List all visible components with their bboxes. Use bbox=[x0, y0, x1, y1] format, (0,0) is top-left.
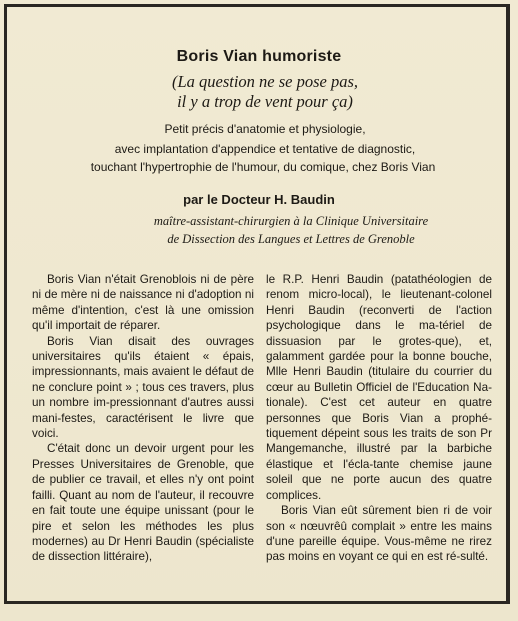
author-affiliation-line-1: maître-assistant-chirurgien à la Clinique Universitaire bbox=[153, 214, 429, 228]
body-paragraph: le R.P. Henri Baudin (patathéologien de renom micro-local), le lieutenant-colonel Henri Baudin (reconverti de l'action psychologique dans le ma-tériel de dissuasion par le grotes-que), et, galamment gardée pour la bonne bouche, Mlle Henri Baudin (titulaire du courrier du cœur au Bulletin Officiel de l'Education Na-tionale). C'est cet auteur en quatre personnes que Boris Vian a prophé-tiquement dépeint sous les traits de son Pr Mangemanche, illustré par la barbiche élastique et l'écla-tante chemise jaune soleil que ne porte aucun des quatre complices. bbox=[266, 273, 492, 502]
body-paragraph: C'était donc un devoir urgent pour les Presses Universitaires de Grenoble, que de publier ce travail, et elles n'y ont point failli. Quant au nom de l'auteur, il recouvre en fait toute une équipe unissant (pour le pire et selon les méthodes les plus modernes) au Dr Henri Baudin (spécialiste de dissection littéraire), bbox=[32, 442, 254, 564]
article-subtitle-line-2: il y a trop de vent pour ça) bbox=[177, 92, 353, 111]
body-paragraph: Boris Vian n'était Grenoblois ni de père ni de mère ni de naissance ni d'adoption ni même d'intention, c'est là une omission qu'il importait de réparer. bbox=[32, 273, 254, 333]
body-column-right bbox=[266, 272, 492, 565]
author-name: par le Docteur H. Baudin bbox=[183, 192, 335, 207]
precis-line-2: avec implantation d'appendice et tentative de diagnostic, bbox=[114, 142, 416, 156]
body-paragraph: Boris Vian eût sûrement bien ri de voir son « nœuvrêû complait » entre les mains d'une pareille équipe. Vous-même ne rirez pas moins en voyant ce qui en est ré-sulté. bbox=[266, 504, 492, 564]
body-paragraph: Boris Vian disait des ouvrages universitaires qu'ils étaient « épais, impressionnants, mais avaient le défaut de ne conclure point » ; tous ces travers, plus un nombre im-pressionnant d'autres aussi mani-festes, caractérisent le livre que voici. bbox=[32, 334, 254, 441]
article-title: Boris Vian humoriste bbox=[176, 48, 342, 65]
article-subtitle-line-1: (La question ne se pose pas, bbox=[171, 72, 359, 91]
author-affiliation-line-2: de Dissection des Langues et Lettres de Grenoble bbox=[167, 232, 415, 246]
precis-line-1: Petit précis d'anatomie et physiologie, bbox=[164, 122, 366, 136]
precis-line-3: touchant l'hypertrophie de l'humour, du comique, chez Boris Vian bbox=[90, 160, 436, 174]
body-column-left bbox=[32, 272, 254, 565]
